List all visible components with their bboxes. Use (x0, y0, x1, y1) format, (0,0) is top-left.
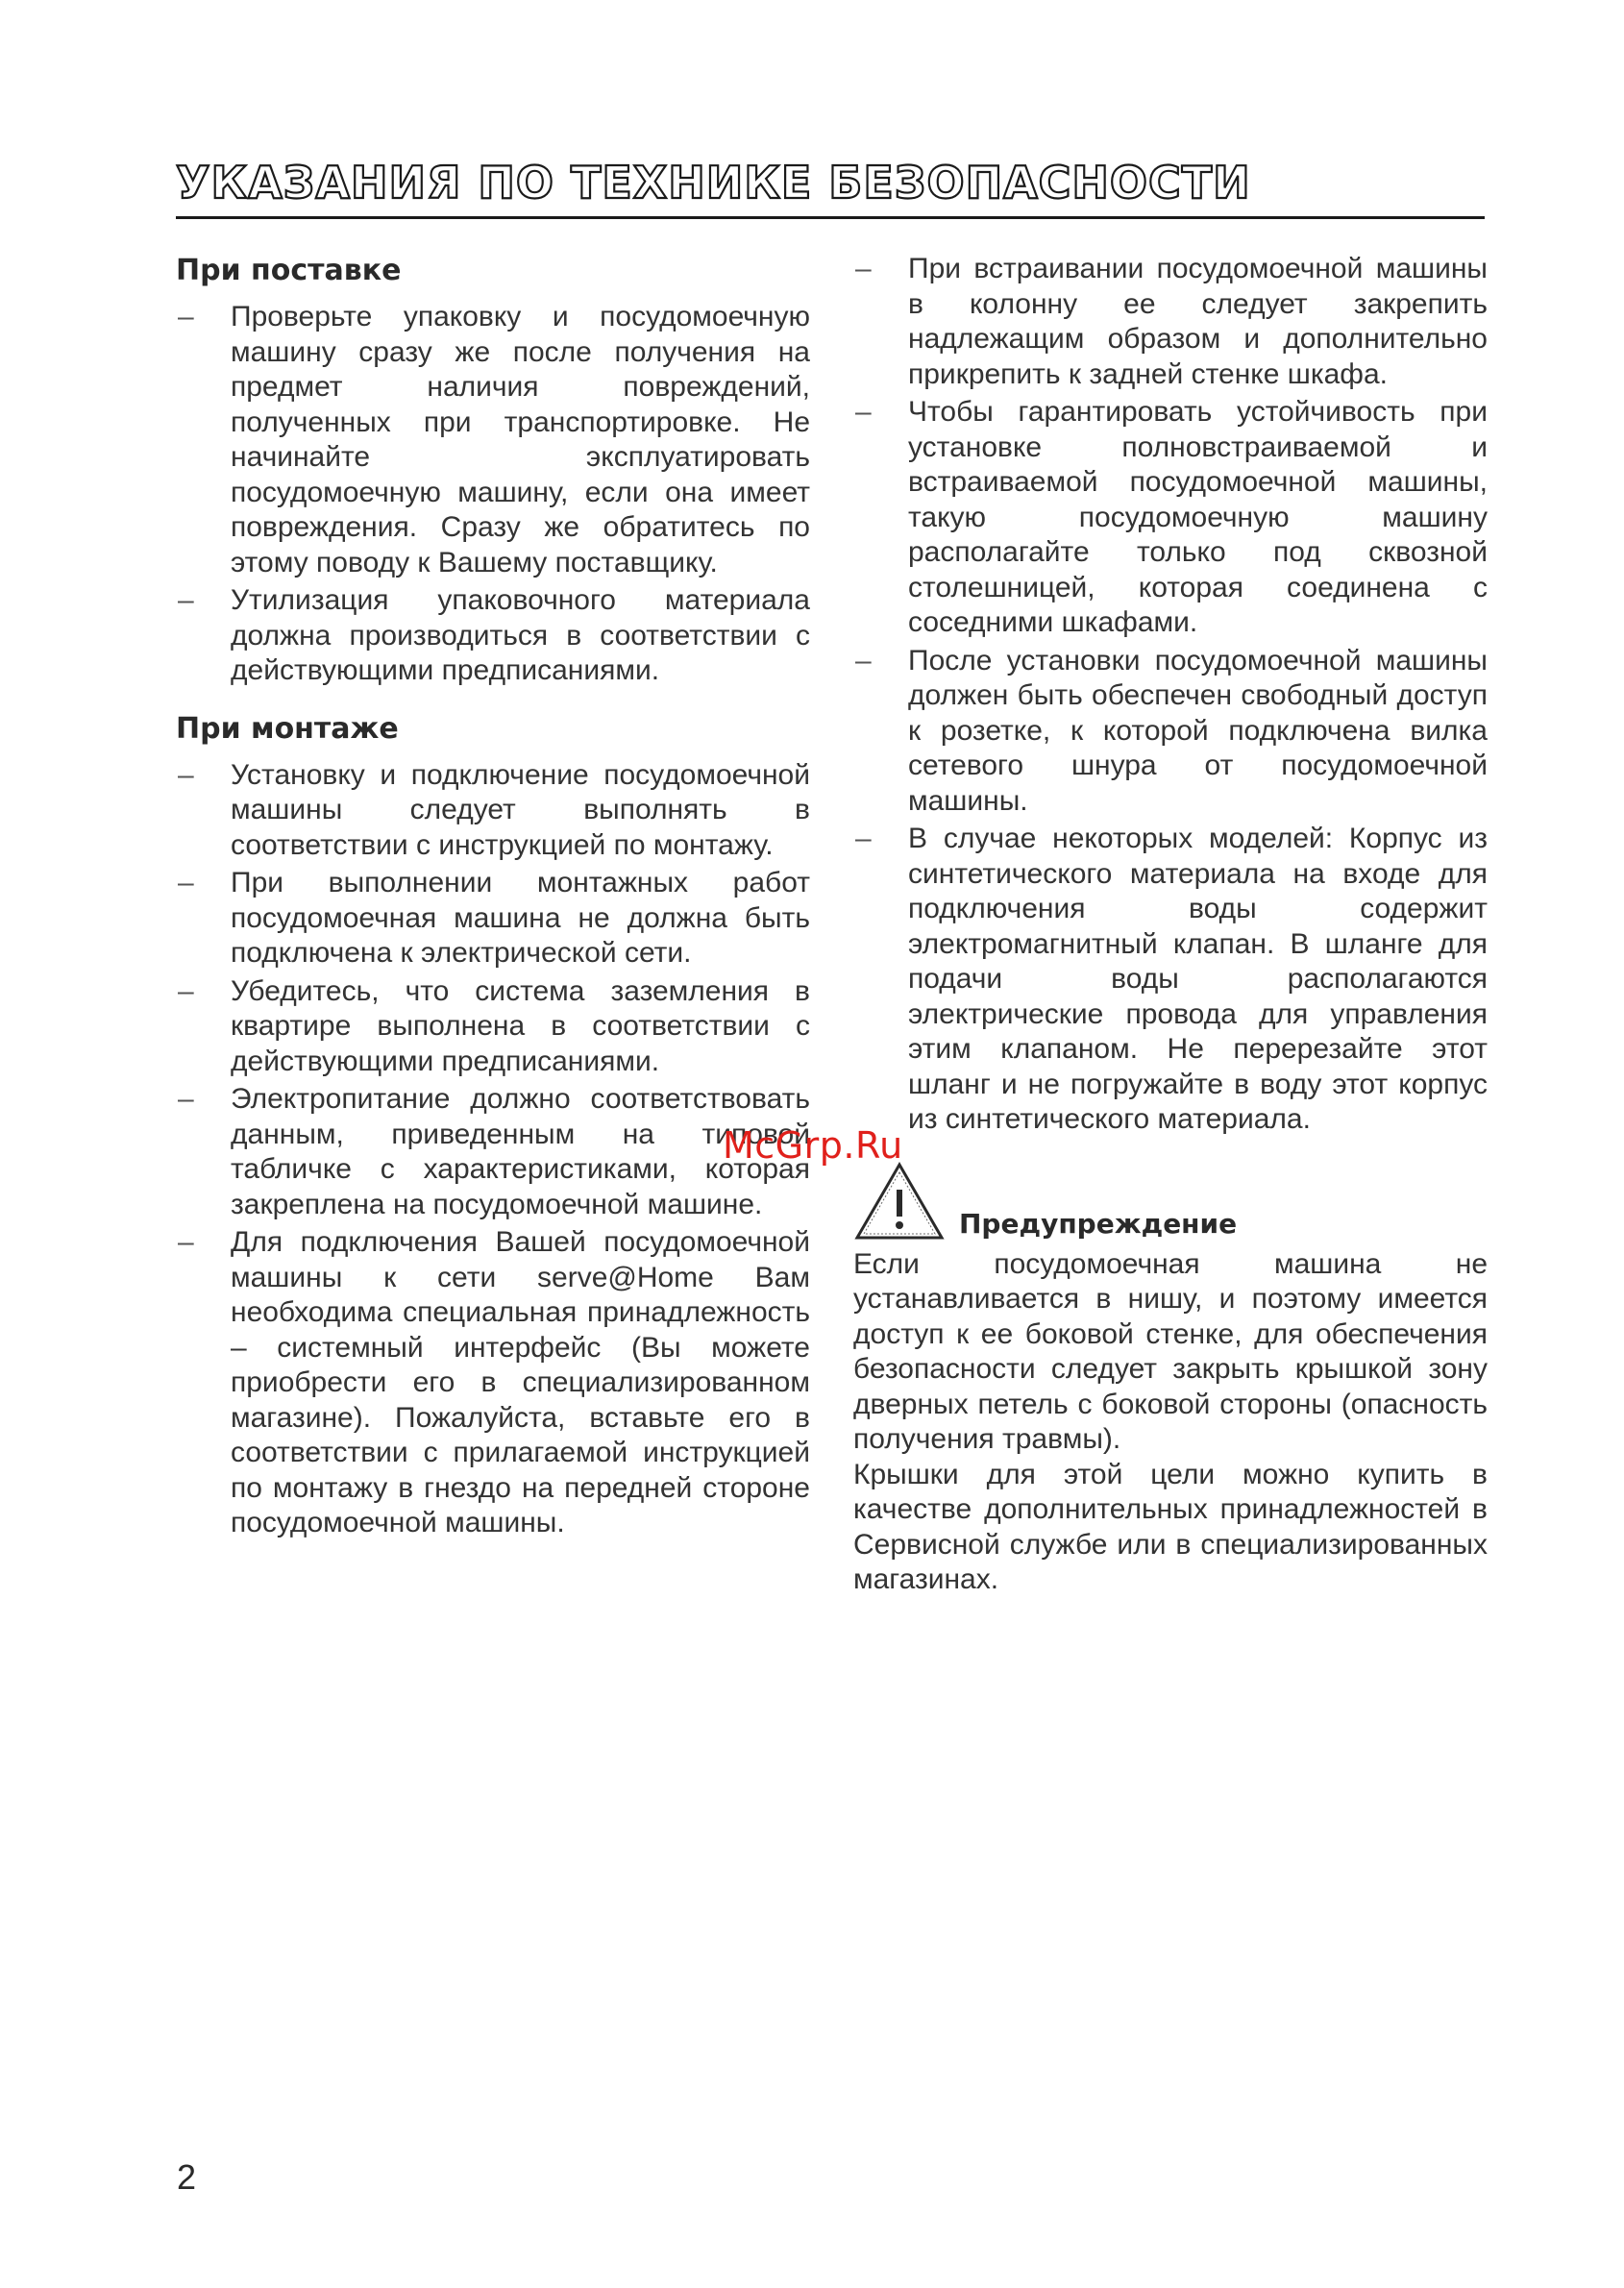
warning-triangle-icon (853, 1161, 946, 1242)
dash-marker: – (178, 1226, 194, 1258)
list-item (176, 300, 810, 580)
warning-paragraph: Если посудомоечная машина не устанавливается в нишу, и поэтому имеется доступ к ее боковой стенке, для обеспечения безопасности следует закрыть крышкой зону дверных петель с боковой стороны (опасность получения травмы). (853, 1247, 1488, 1455)
list-item (853, 644, 1488, 820)
list-item-text: Установку и подключение посудомоечной машины следует выполнять в соответствии с инструкцией по монтажу. (231, 758, 810, 861)
watermark: McGrp.Ru (723, 1124, 903, 1167)
list-item (853, 252, 1488, 392)
list-item (176, 1225, 810, 1541)
list-item-text: При встраивании посудомоечной машины в колонну ее следует закрепить надлежащим образом и дополнительно прикрепить к задней стенке шкафа. (908, 253, 1488, 390)
dash-marker: – (178, 1083, 194, 1115)
dash-marker: – (855, 644, 872, 677)
list-item (176, 1082, 810, 1222)
dash-marker: – (178, 301, 194, 332)
dash-marker: – (178, 974, 194, 1007)
list-item-text: Убедитесь, что система заземления в квартире выполнена в соответствии с действующими предписаниями. (231, 974, 810, 1077)
dash-marker: – (178, 867, 194, 898)
delivery-list (176, 300, 810, 689)
list-item (176, 866, 810, 972)
list-item (176, 974, 810, 1080)
list-item-text: Проверьте упаковку и посудомоечную машину сразу же после получения на предмет наличия повреждений, полученных при транспортировке. Не начинайте эксплуатировать посудомоечную машину, если она имеет повреждения. Сразу же обратитесь по этому поводу к Вашему поставщику. (231, 301, 810, 578)
section-heading-delivery: При поставке (176, 254, 402, 287)
left-column (176, 252, 810, 1544)
warning-paragraph: Крышки для этой цели можно купить в качестве дополнительных принадлежностей в Сервисной службе или в специализированных магазинах. (853, 1458, 1488, 1595)
installation-list-continued (853, 252, 1488, 1138)
dash-marker: – (855, 253, 872, 284)
list-item-text: В случае некоторых моделей: Корпус из синтетического материала на входе для подключения воды содержит электромагнитный клапан. В шланге для подачи воды располагаются электрические провода для управления этим клапаном. Не перерезайте этот шланг и не погружайте в воду этот корпус из синтетического материала. (908, 823, 1488, 1135)
installation-list (176, 758, 810, 1541)
page-number: 2 (177, 2157, 197, 2197)
list-item (853, 395, 1488, 641)
right-column (853, 252, 1488, 1598)
section-heading-installation: При монтаже (176, 711, 399, 746)
title-rule (176, 216, 1485, 219)
list-item (853, 822, 1488, 1138)
list-item-text: При выполнении монтажных работ посудомоечная машина не должна быть подключена к электрической сети. (231, 867, 810, 969)
list-item-text: Для подключения Вашей посудомоечной машины к сети serve@Home Вам необходима специальная принадлежность – системный интерфейс (Вы можете приобрести его в специализированном магазине). Пожалуйста, вставьте его в соответствии с прилагаемой инструкцией по монтажу в гнездо на передней стороне посудомоечной машины. (231, 1226, 810, 1538)
list-item (176, 583, 810, 689)
dash-marker: – (855, 823, 872, 854)
warning-title: Предупреждение (959, 1207, 1238, 1240)
list-item-text: Утилизация упаковочного материала должна производиться в соответствии с действующими предписаниями. (231, 584, 810, 686)
warning-block (853, 1161, 1488, 1598)
list-item-text: Электропитание должно соответствовать данным, приведенным на типовой табличке с характеристиками, которая закреплена на посудомоечной машине. (231, 1083, 810, 1220)
dash-marker: – (178, 584, 194, 616)
list-item-text: После установки посудомоечной машины должен быть обеспечен свободный доступ к розетке, к которой подключена вилка сетевого шнура от посудомоечной машины. (908, 644, 1488, 817)
warning-header (853, 1161, 1488, 1242)
page-title: УКАЗАНИЯ ПО ТЕХНИКЕ БЕЗОПАСНОСТИ (176, 157, 1251, 209)
list-item-text: Чтобы гарантировать устойчивость при установке полновстраиваемой и встраиваемой посудомоечной машины, такую посудомоечную машину располагайте только под сквозной столешницей, которая соединена с соседними шкафами. (908, 396, 1488, 638)
list-item (176, 758, 810, 864)
dash-marker: – (178, 758, 194, 791)
dash-marker: – (855, 396, 872, 428)
